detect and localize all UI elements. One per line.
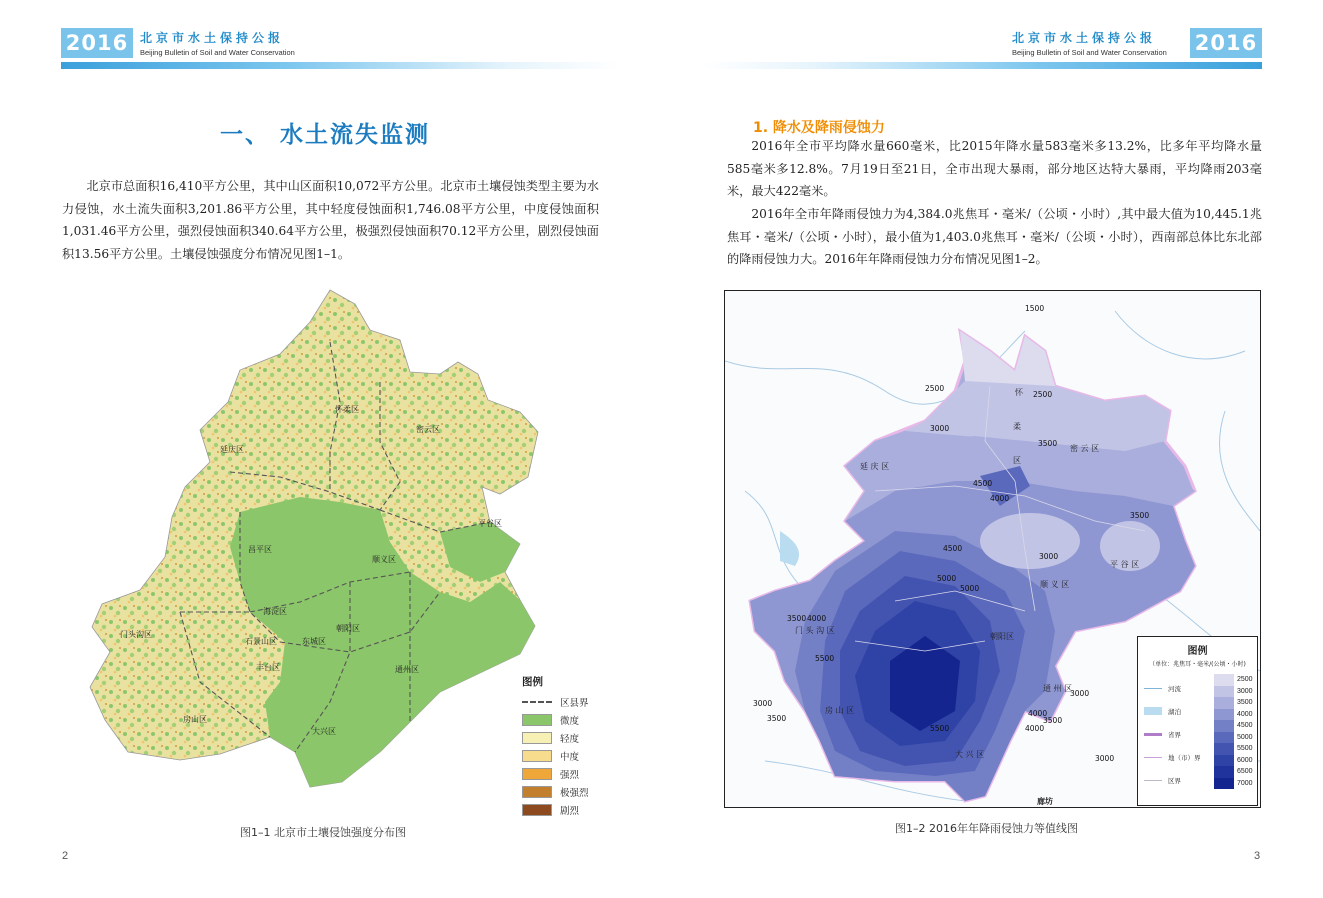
contour-label: 3000 [1039,552,1059,561]
soil-legend-label: 轻度 [560,734,580,745]
contour-label: 3500 [1130,511,1150,520]
soil-legend-item-1 [522,713,612,727]
contour-label: 3500 [1038,439,1058,448]
map-label-pinggu: 平谷区 [478,519,502,528]
map-label-huairou: 怀柔区 [335,405,359,414]
legend-province [1144,728,1214,740]
legend-label: 省界 [1168,730,1181,739]
soil-legend-label: 区县界 [560,698,589,709]
contour-label: 4000 [1025,724,1045,733]
map-label-huai: 怀 [1015,388,1023,397]
contour-label: 4000 [807,614,827,623]
scale-row [1214,755,1256,767]
contour-label: 4000 [990,494,1010,503]
year-badge-left: 2016 [61,28,133,58]
map-label-shunyi: 顺义区 [372,555,396,564]
map-label-fangshan: 房山区 [183,715,207,724]
left-page-title: 一、 水土流失监测 [220,122,431,148]
erosivity-legend-unit: （单位：兆焦耳・毫米/(公顷・小时) [1149,661,1246,668]
map-label-dongcheng: 东城区 [302,637,326,646]
soil-legend [522,674,612,821]
header-bar-left [61,62,621,69]
map-label-yanqing: 延 庆 区 [860,462,890,471]
map-label-tongzhou: 通 州 区 [1043,684,1073,693]
soil-legend-swatch [522,714,552,726]
contour-label: 3500 [787,614,807,623]
contour-label: 5000 [937,574,957,583]
scale-value: 5500 [1237,745,1253,753]
contour-label: 2500 [1033,390,1053,399]
contour-label: 2500 [925,384,945,393]
soil-legend-item-3 [522,749,612,763]
map-label-chaoyang: 朝阳区 [990,632,1014,641]
soil-legend-label: 强烈 [560,770,580,781]
soil-legend-swatch [522,732,552,744]
legend-label: 湖泊 [1168,707,1181,716]
scale-value: 5000 [1237,733,1253,741]
soil-legend-swatch [522,804,552,816]
scale-row [1214,766,1256,778]
map-label-miyun: 密云区 [416,425,440,434]
legend-river [1144,682,1214,694]
map-label-pinggu: 平 谷 区 [1110,560,1140,569]
scale-row [1214,697,1256,709]
header-bar-right [703,62,1262,69]
contour-label: 3000 [1095,754,1115,763]
soil-legend-label: 剧烈 [560,806,580,817]
scale-value: 4000 [1237,710,1253,718]
erosivity-map-frame [724,290,1261,808]
scale-value: 6500 [1237,768,1253,776]
contour-label: 5500 [815,654,835,663]
map-label-tongzhou: 通州区 [395,665,419,674]
header-title-en-right: Beijing Bulletin of Soil and Water Conservation [1012,48,1167,57]
left-page-paragraph: 北京市总面积16,410平方公里，其中山区面积10,072平方公里。北京市土壤侵蚀类型主要为水力侵蚀，水土流失面积3,201.86平方公里，其中轻度侵蚀面积1,746.08平方公里，中度侵蚀面积1,031.46平方公里，强烈侵蚀面积340.64平方公里，极强烈侵蚀面积70.12平方公里，剧烈侵蚀面积13.56平方公里。土壤侵蚀强度分布情况见图1–1。 [62,179,599,261]
map-label-mentougou: 门头沟区 [120,630,152,639]
map-label-chaoyang: 朝阳区 [336,624,360,633]
scale-value: 4500 [1237,722,1253,730]
erosivity-legend [1137,636,1258,806]
scale-value: 2500 [1237,676,1253,684]
legend-label: 地（市）界 [1168,753,1201,762]
contour-label: 3500 [767,714,787,723]
scale-row [1214,743,1256,755]
section-title: 1. 降水及降雨侵蚀力 [753,120,885,136]
map-label-shijingshan: 石景山区 [245,637,277,646]
soil-legend-swatch [522,786,552,798]
scale-value: 6000 [1237,756,1253,764]
soil-legend-item-2 [522,731,612,745]
legend-city [1144,751,1214,763]
scale-row [1214,674,1256,686]
scale-value: 7000 [1237,779,1253,787]
soil-legend-item-5 [522,785,612,799]
header-title-cn-left: 北京市水土保持公报 [140,31,285,45]
left-page-number: 2 [62,850,69,862]
map-label-daxing: 大兴区 [312,727,336,736]
soil-legend-label: 微度 [560,716,580,727]
contour-label: 5000 [960,584,980,593]
right-page-paragraph-1: 2016年全市平均降水量660毫米，比2015年降水量583毫米多13.2%，比多年平均降水量585毫米多12.8%。7月19日至21日，全市出现大暴雨，部分地区达特大暴雨，平均降雨203毫米，最大422毫米。 [727,139,1262,198]
contour-label: 5500 [930,724,950,733]
soil-erosion-map [80,282,560,812]
scale-row [1214,778,1256,790]
contour-label: 3000 [753,699,773,708]
contour-label: 1500 [1025,304,1045,313]
scale-value: 3000 [1237,687,1253,695]
soil-legend-item-boundary [522,695,612,709]
map-label-rou: 柔 [1013,422,1021,431]
scale-row [1214,709,1256,721]
contour-label: 4000 [1028,709,1048,718]
contour-label: 3000 [930,424,950,433]
map-label-qu: 区 [1013,456,1021,465]
scale-value: 3500 [1237,699,1253,707]
soil-legend-title: 图例 [522,676,543,688]
legend-lake [1144,705,1214,717]
contour-label: 3500 [1043,716,1063,725]
header-title-cn-right: 北京市水土保持公报 [1012,31,1157,45]
scale-row [1214,720,1256,732]
erosivity-legend-symbols [1144,682,1214,786]
legend-label: 区界 [1168,776,1181,785]
erosivity-legend-title: 图例 [1187,646,1208,657]
map-label-fengtai: 丰台区 [256,663,280,672]
map-label-miyun: 密 云 区 [1070,444,1100,453]
contour-label: 3000 [1070,689,1090,698]
scale-row [1214,686,1256,698]
lake [780,531,799,566]
soil-legend-item-4 [522,767,612,781]
legend-label: 河流 [1168,684,1181,693]
map-label-shunyi: 顺 义 区 [1040,580,1070,589]
soil-legend-label: 极强烈 [560,788,589,799]
left-figure-caption: 图1–1 北京市土壤侵蚀强度分布图 [240,826,406,839]
map-label-fangshan: 房 山 区 [825,706,855,715]
right-page-paragraph-2: 2016年全市年降雨侵蚀力为4,384.0兆焦耳・毫米/（公顷・小时）,其中最大值为10,445.1兆焦耳・毫米/（公顷・小时），最小值为1,403.0兆焦耳・毫米/（公顷・小时），西南部总体比东北部的降雨侵蚀力大。2016年年降雨侵蚀力分布情况见图1–2。 [727,207,1262,266]
soil-legend-label: 中度 [560,752,580,763]
year-badge-right: 2016 [1190,28,1262,58]
soil-legend-swatch [522,750,552,762]
contour-label: 4500 [943,544,963,553]
map-label-haidian: 海淀区 [263,607,287,616]
map-label-yanqing: 延庆区 [220,445,244,454]
soil-legend-swatch [522,768,552,780]
contour-label: 4500 [973,479,993,488]
map-label-changping: 昌平区 [248,545,272,554]
erosivity-color-scale [1214,674,1256,789]
map-label-langfang: 廊坊 [1037,797,1053,806]
legend-district [1144,774,1214,786]
map-label-mentougou: 门 头 沟 区 [795,626,835,635]
header-title-en-left: Beijing Bulletin of Soil and Water Conservation [140,48,295,57]
soil-legend-item-6 [522,803,612,817]
right-figure-caption: 图1–2 2016年年降雨侵蚀力等值线图 [895,822,1078,835]
scale-row [1214,732,1256,744]
map-label-daxing: 大 兴 区 [955,750,985,759]
right-page-number: 3 [1254,850,1261,862]
